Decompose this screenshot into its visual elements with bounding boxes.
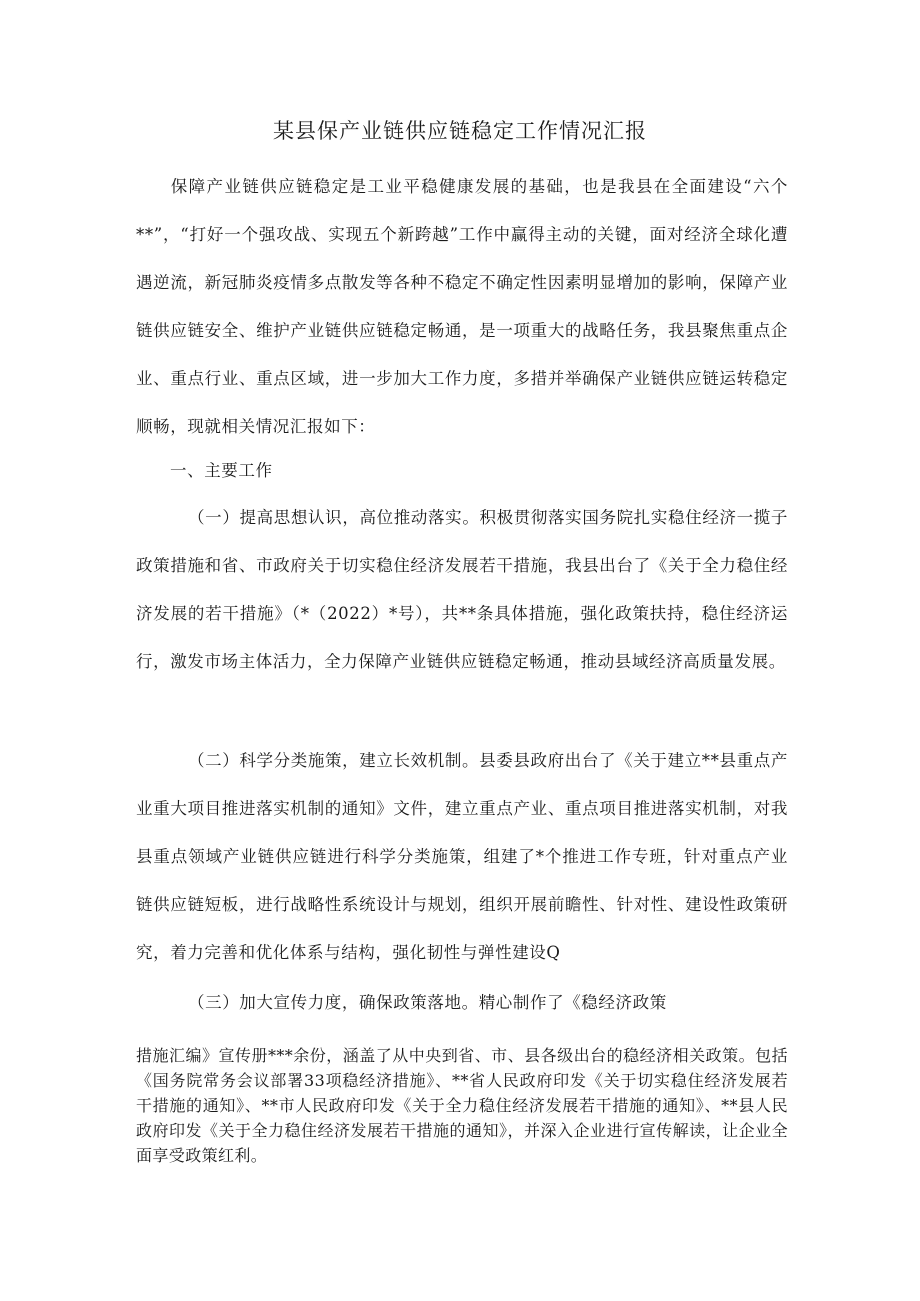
item3-heading: （三）加大宣传力度，确保政策落地。精心制作了《稳经济政策 (188, 993, 667, 1012)
intro-paragraph (136, 163, 788, 451)
intro-text: 保障产业链供应链稳定是工业平稳健康发展的基础，也是我县在全面建设“六个**”，“打好一个强攻战、实现五个新跨越”工作中赢得主动的关键，面对经济全球化遭遇逆流，新冠肺炎疫情多点散发等各种不稳定不确定性因素明显增加的影响，保障产业链供应链安全、维护产业链供应链稳定畅通，是一项重大的战略任务，我县聚焦重点企业、重点行业、重点区域，进一步加大工作力度，多措并举确保产业链供应链运转稳定顺畅，现就相关情况汇报如下： (136, 177, 788, 436)
document-title: 某县保产业链供应链稳定工作情况汇报 (273, 119, 647, 143)
item3-body: 措施汇编》宣传册***余份，涵盖了从中央到省、市、县各级出台的稳经济相关政策。包括《国务院常务会议部署33项稳经济措施》、**省人民政府印发《关于切实稳住经济发展若干措施的通知》、**市人民政府印发《关于全力稳住经济发展若干措施的通知》、**县人民政府印发《关于全力稳住经济发展若干措施的通知》，并深入企业进行宣传解读，让企业全面享受政策红利。 (136, 1046, 788, 1165)
section-heading: 一、主要工作 (170, 461, 273, 480)
item1-text: （一）提高思想认识，高位推动落实。积极贯彻落实国务院扎实稳住经济一揽子政策措施和省、市政府关于切实稳住经济发展若干措施，我县出台了《关于全力稳住经济发展的若干措施》（*（2022）*号），共**条具体措施，强化政策扶持，稳住经济运行，激发市场主体活力，全力保障产业链供应链稳定畅通，推动县域经济高质量发展。 (136, 508, 788, 671)
item1-paragraph (136, 494, 788, 686)
item2-paragraph (136, 737, 788, 977)
item2-text: （二）科学分类施策，建立长效机制。县委县政府出台了《关于建立**县重点产业重大项目推进落实机制的通知》文件，建立重点产业、重点项目推进落实机制，对我县重点领域产业链供应链进行科学分类施策，组建了*个推进工作专班，针对重点产业链供应链短板，进行战略性系统设计与规划，组织开展前瞻性、针对性、建设性政策研究，着力完善和优化体系与结构，强化韧性与弹性建设Q (136, 751, 788, 962)
